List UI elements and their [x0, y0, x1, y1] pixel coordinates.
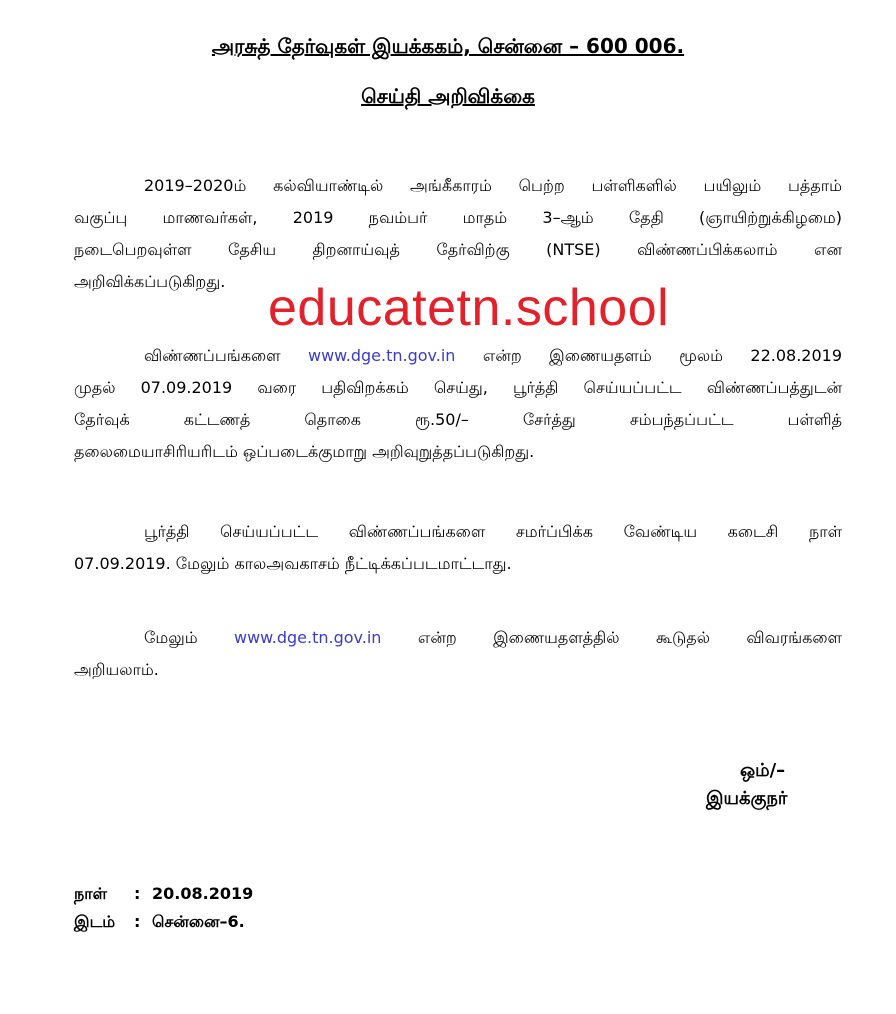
text-segment: என்ற இணையதளம் மூலம் 22.08.2019: [482, 346, 842, 365]
date-row: [74, 884, 253, 905]
paragraph-line: தலைமையாசிரியரிடம் ஒப்படைக்குமாறு அறிவுறுத்தப்படுகிறது.: [74, 442, 535, 461]
paragraph-more-info: [74, 622, 842, 686]
text-segment: என்ற இணையதளத்தில் கூடுதல் விவரங்களை: [417, 628, 842, 647]
signature-mark: ஒம்/–: [740, 760, 786, 781]
dge-website-link[interactable]: www.dge.tn.gov.in: [307, 346, 456, 365]
notice-title: செய்தி அறிவிக்கை: [361, 84, 535, 108]
paragraph-application: [74, 340, 842, 468]
text-segment: மேலும்: [144, 628, 198, 647]
office-heading: அரசுத் தேர்வுகள் இயக்ககம், சென்னை – 600 006.: [211, 34, 685, 58]
place-label: இடம்: [74, 912, 116, 931]
paragraph-line: நடைபெறவுள்ள தேசிய திறனாய்வுத் தேர்விற்கு (NTSE) விண்ணப்பிக்கலாம் என: [74, 240, 842, 259]
place-separator: :: [134, 912, 141, 931]
paragraph-line: 2019–2020ம் கல்வியாண்டில் அங்கீகாரம் பெற்ற பள்ளிகளில் பயிலும் பத்தாம்: [144, 176, 842, 195]
paragraph-line: அறியலாம்.: [74, 660, 159, 679]
paragraph-line: தேர்வுக் கட்டணத் தொகை ரூ.50/– சேர்த்து சம்பந்தப்பட்ட பள்ளித்: [74, 410, 842, 429]
watermark-text: educatetn.school: [268, 279, 670, 337]
paragraph-line: [74, 340, 842, 372]
text-segment: விண்ணப்பங்களை: [144, 346, 281, 365]
paragraph-line: வகுப்பு மாணவர்கள், 2019 நவம்பர் மாதம் 3–ஆம் தேதி (ஞாயிற்றுக்கிழமை): [74, 208, 842, 227]
paragraph-deadline: [74, 516, 842, 580]
paragraph-line: அறிவிக்கப்படுகிறது.: [74, 272, 226, 291]
place-value: சென்னை–6.: [152, 912, 245, 931]
paragraph-line: [74, 622, 842, 654]
paragraph-line: 07.09.2019. மேலும் காலஅவகாசம் நீட்டிக்கப்படமாட்டாது.: [74, 554, 512, 573]
place-row: [74, 912, 245, 933]
paragraph-line: முதல் 07.09.2019 வரை பதிவிறக்கம் செய்து, பூர்த்தி செய்யப்பட்ட விண்ணப்பத்துடன்: [74, 378, 842, 397]
dge-website-link[interactable]: www.dge.tn.gov.in: [233, 628, 382, 647]
signatory-designation: இயக்குநர்: [706, 788, 788, 809]
date-separator: :: [134, 884, 141, 903]
date-value: 20.08.2019: [152, 884, 254, 903]
date-label: நாள்: [74, 884, 108, 903]
paragraph-line: பூர்த்தி செய்யப்பட்ட விண்ணப்பங்களை சமர்ப்பிக்க வேண்டிய கடைசி நாள்: [144, 522, 842, 541]
